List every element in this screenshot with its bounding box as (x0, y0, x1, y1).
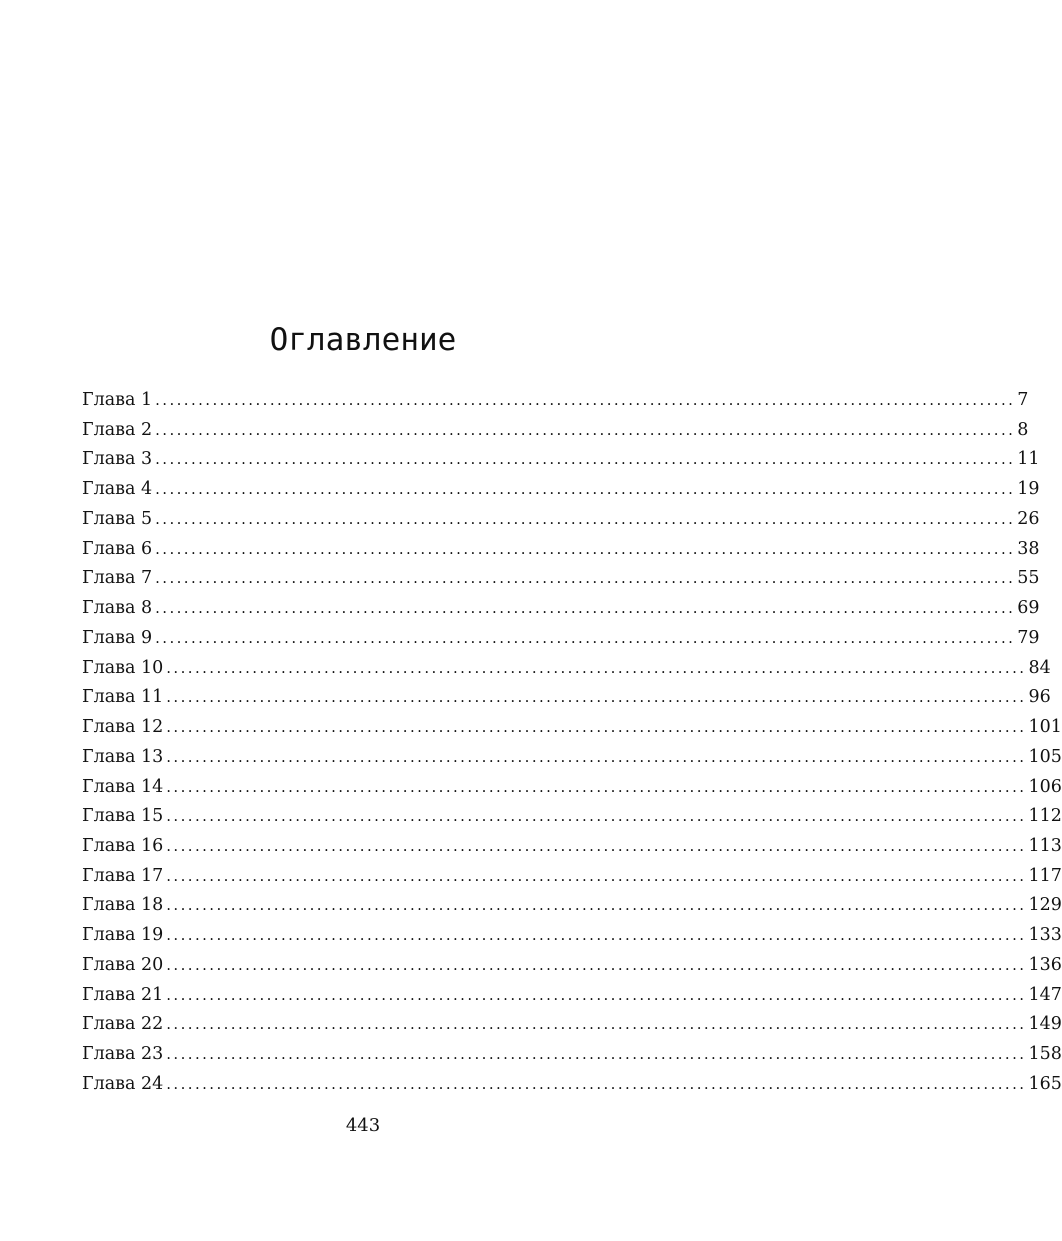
dot-leader: ........................................................................................................................ (166, 658, 1027, 677)
toc-entry-label: Глава 4 (82, 479, 153, 500)
toc-entry-page: 112 (1028, 806, 1062, 827)
dot-leader: ........................................................................................................................ (155, 539, 1016, 558)
page-number: 443 (345, 1115, 381, 1136)
toc-entry-label: Глава 1 (82, 390, 153, 410)
dot-leader: ........................................................................................................................ (166, 837, 1027, 856)
toc-entry-page: 26 (1017, 508, 1040, 529)
dot-leader: ........................................................................................................................ (166, 955, 1027, 974)
toc-entry-page: 136 (1028, 954, 1062, 975)
dot-leader: ........................................................................................................................ (166, 747, 1027, 766)
dot-leader: ........................................................................................................................ (166, 1074, 1027, 1093)
toc-entry[interactable] (82, 743, 1062, 773)
toc-entry-page: 165 (1028, 1073, 1062, 1094)
toc-entry-page: 7 (1017, 390, 1029, 410)
toc-entry-page: 105 (1028, 746, 1062, 767)
toc-entry-page: 8 (1017, 419, 1029, 440)
toc-entry-label: Глава 7 (82, 568, 153, 589)
toc-entry-label: Глава 23 (82, 1044, 164, 1065)
toc-entry[interactable] (82, 564, 1040, 594)
toc-entry[interactable] (82, 624, 1040, 654)
toc-entry-label: Глава 22 (82, 1014, 164, 1035)
toc-entry-page: 149 (1028, 1014, 1062, 1035)
dot-leader: ........................................................................................................................ (166, 807, 1027, 826)
toc-entry-label: Глава 21 (82, 984, 164, 1005)
toc-entry-label: Глава 6 (82, 538, 153, 559)
dot-leader: ........................................................................................................................ (166, 926, 1027, 945)
toc-entry[interactable] (82, 981, 1062, 1011)
dot-leader: ........................................................................................................................ (155, 391, 1016, 409)
dot-leader: ........................................................................................................................ (155, 450, 1016, 469)
toc-entry-page: 113 (1028, 836, 1062, 857)
toc-entry-page: 38 (1017, 538, 1040, 559)
toc-entry-page: 79 (1017, 627, 1040, 648)
toc-entry[interactable] (82, 862, 1062, 892)
toc-entry-label: Глава 24 (82, 1073, 164, 1094)
dot-leader: ........................................................................................................................ (166, 688, 1027, 707)
toc-entry-label: Глава 9 (82, 627, 153, 648)
table-of-contents (82, 386, 1062, 1100)
toc-entry-page: 84 (1028, 657, 1051, 678)
toc-entry-label: Глава 13 (82, 746, 164, 767)
page-title: Оглавление (269, 322, 457, 358)
toc-entry-page: 106 (1028, 776, 1062, 797)
toc-entry[interactable] (82, 891, 1062, 921)
dot-leader: ........................................................................................................................ (155, 480, 1016, 499)
toc-entry-page: 117 (1028, 865, 1062, 886)
toc-entry-page: 147 (1028, 984, 1062, 1005)
dot-leader: ........................................................................................................................ (166, 1015, 1027, 1034)
toc-entry[interactable] (82, 832, 1062, 862)
toc-entry-page: 69 (1017, 598, 1040, 619)
toc-entry-label: Глава 20 (82, 954, 164, 975)
toc-entry-label: Глава 15 (82, 806, 164, 827)
toc-entry[interactable] (82, 921, 1062, 951)
toc-entry[interactable] (82, 445, 1040, 475)
toc-entry[interactable] (82, 386, 1029, 416)
dot-leader: ........................................................................................................................ (155, 509, 1016, 528)
toc-entry-label: Глава 18 (82, 895, 164, 916)
toc-entry[interactable] (82, 1070, 1062, 1100)
toc-entry-label: Глава 17 (82, 865, 164, 886)
dot-leader: ........................................................................................................................ (155, 569, 1016, 588)
toc-entry-label: Глава 12 (82, 717, 164, 738)
dot-leader: ........................................................................................................................ (155, 420, 1016, 439)
toc-entry-label: Глава 8 (82, 598, 153, 619)
toc-entry[interactable] (82, 654, 1051, 684)
dot-leader: ........................................................................................................................ (155, 599, 1016, 618)
toc-entry-page: 101 (1028, 717, 1062, 738)
toc-entry-page: 129 (1028, 895, 1062, 916)
toc-entry[interactable] (82, 416, 1029, 446)
toc-entry[interactable] (82, 713, 1062, 743)
toc-entry-label: Глава 2 (82, 419, 153, 440)
dot-leader: ........................................................................................................................ (166, 718, 1027, 737)
dot-leader: ........................................................................................................................ (166, 985, 1027, 1004)
toc-entry[interactable] (82, 1040, 1062, 1070)
dot-leader: ........................................................................................................................ (166, 896, 1027, 915)
toc-entry-label: Глава 3 (82, 449, 153, 470)
toc-entry-label: Глава 10 (82, 657, 164, 678)
toc-entry[interactable] (82, 535, 1040, 565)
dot-leader: ........................................................................................................................ (155, 628, 1016, 647)
toc-entry[interactable] (82, 475, 1040, 505)
toc-entry[interactable] (82, 773, 1062, 803)
toc-entry-page: 158 (1028, 1044, 1062, 1065)
toc-entry-label: Глава 19 (82, 925, 164, 946)
toc-entry[interactable] (82, 683, 1051, 713)
dot-leader: ........................................................................................................................ (166, 1045, 1027, 1064)
toc-entry[interactable] (82, 1010, 1062, 1040)
dot-leader: ........................................................................................................................ (166, 777, 1027, 796)
toc-entry[interactable] (82, 951, 1062, 981)
toc-entry-page: 96 (1028, 687, 1051, 708)
toc-entry-label: Глава 16 (82, 836, 164, 857)
toc-entry-label: Глава 5 (82, 508, 153, 529)
toc-entry-page: 133 (1028, 925, 1062, 946)
toc-entry-page: 19 (1017, 479, 1040, 500)
toc-entry[interactable] (82, 505, 1040, 535)
toc-entry-label: Глава 14 (82, 776, 164, 797)
toc-entry-label: Глава 11 (82, 687, 164, 708)
toc-entry[interactable] (82, 594, 1040, 624)
toc-entry-page: 11 (1017, 449, 1040, 470)
toc-entry-page: 55 (1017, 568, 1040, 589)
toc-entry[interactable] (82, 802, 1062, 832)
dot-leader: ........................................................................................................................ (166, 866, 1027, 885)
